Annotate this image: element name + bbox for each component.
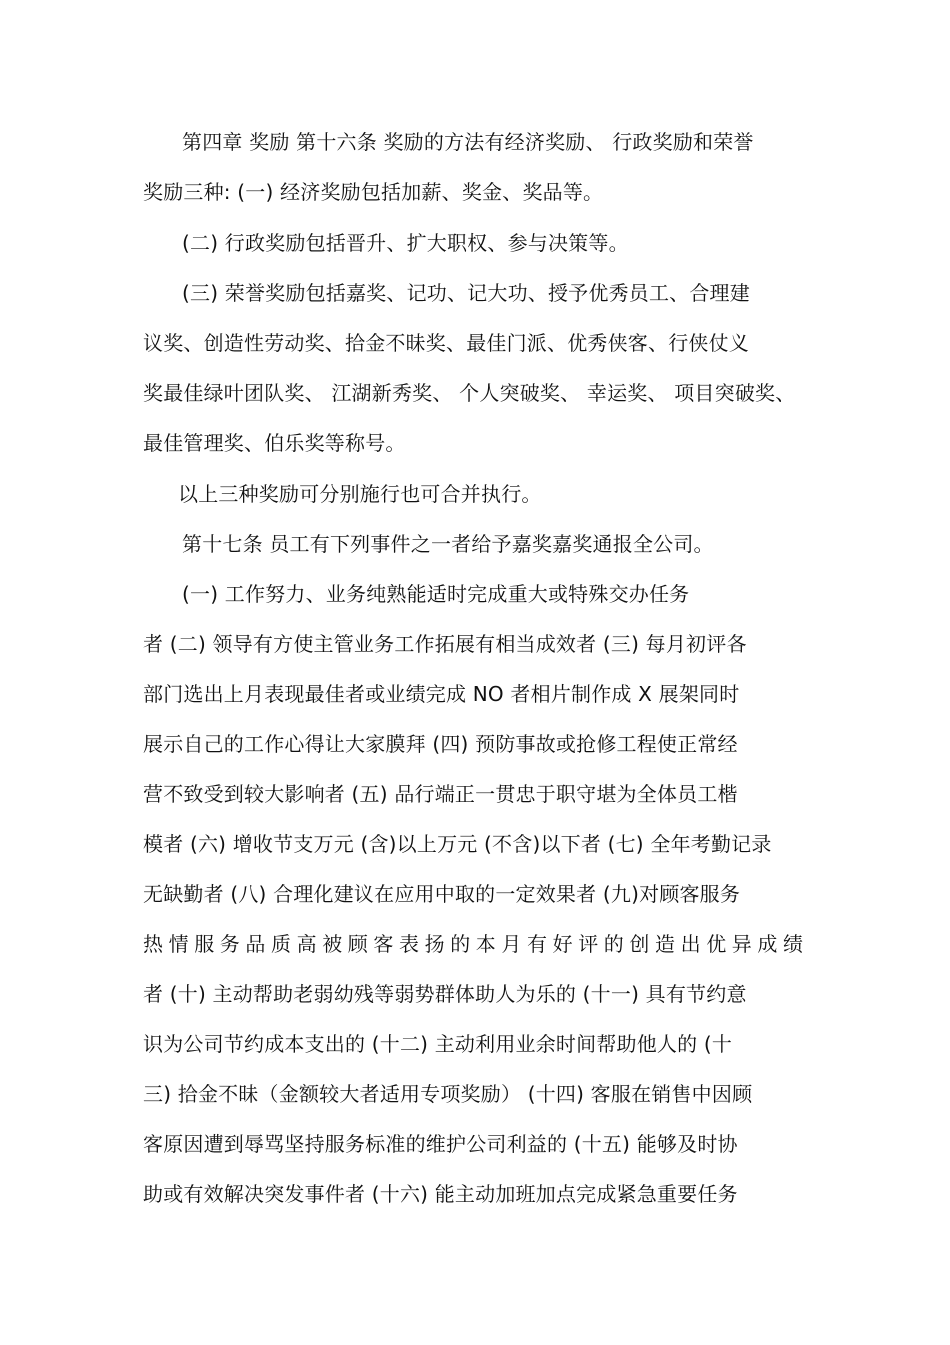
- text-line-6: 奖最佳绿叶团队奖、 江湖新秀奖、 个人突破奖、 幸运奖、 项目突破奖、: [143, 381, 796, 405]
- text-line-9: 第十七条 员工有下列事件之一者给予嘉奖嘉奖通报全公司。: [182, 532, 714, 556]
- text-line-7: 最佳管理奖、伯乐奖等称号。: [143, 431, 406, 455]
- text-line-15: 模者 (六) 增收节支万元 (含)以上万元 (不含)以下者 (七) 全年考勤记录: [143, 832, 772, 856]
- text-line-5: 议奖、创造性劳动奖、拾金不昧奖、最佳门派、优秀侠客、行侠仗义: [143, 331, 749, 355]
- text-line-18: 者 (十) 主动帮助老弱幼残等弱势群体助人为乐的 (十一) 具有节约意: [143, 982, 747, 1006]
- text-line-13: 展示自己的工作心得让大家膜拜 (四) 预防事故或抢修工程使正常经: [143, 732, 738, 756]
- text-line-22: 助或有效解决突发事件者 (十六) 能主动加班加点完成紧急重要任务: [143, 1182, 738, 1206]
- text-line-12: 部门选出上月表现最佳者或业绩完成 NO 者相片制作成 X 展架同时: [143, 682, 740, 706]
- text-line-19: 识为公司节约成本支出的 (十二) 主动利用业余时间帮助他人的 (十: [143, 1032, 733, 1056]
- text-line-21: 客原因遭到辱骂坚持服务标准的维护公司利益的 (十五) 能够及时协: [143, 1132, 738, 1156]
- text-line-11: 者 (二) 领导有方使主管业务工作拓展有相当成效者 (三) 每月初评各: [143, 632, 747, 656]
- text-line-10: (一) 工作努力、业务纯熟能适时完成重大或特殊交办任务: [182, 582, 690, 606]
- text-line-20: 三) 拾金不昧（金额较大者适用专项奖励） (十四) 客服在销售中因顾: [143, 1082, 753, 1106]
- text-line-3: (二) 行政奖励包括晋升、扩大职权、参与决策等。: [182, 231, 629, 255]
- text-line-17: 热情服务品质高被顾客表扬的本月有好评的创造出优异成绩: [143, 932, 809, 956]
- text-line-4: (三) 荣誉奖励包括嘉奖、记功、记大功、授予优秀员工、合理建: [182, 281, 750, 305]
- text-line-16: 无缺勤者 (八) 合理化建议在应用中取的一定效果者 (九)对顾客服务: [143, 882, 741, 906]
- text-line-14: 营不致受到较大影响者 (五) 品行端正一贯忠于职守堪为全体员工楷: [143, 782, 738, 806]
- text-line-8: 以上三种奖励可分别施行也可合并执行。: [178, 482, 542, 506]
- text-line-1: 第四章 奖励 第十六条 奖励的方法有经济奖励、 行政奖励和荣誉: [182, 130, 754, 154]
- text-line-2: 奖励三种: (一) 经济奖励包括加薪、奖金、奖品等。: [143, 180, 604, 204]
